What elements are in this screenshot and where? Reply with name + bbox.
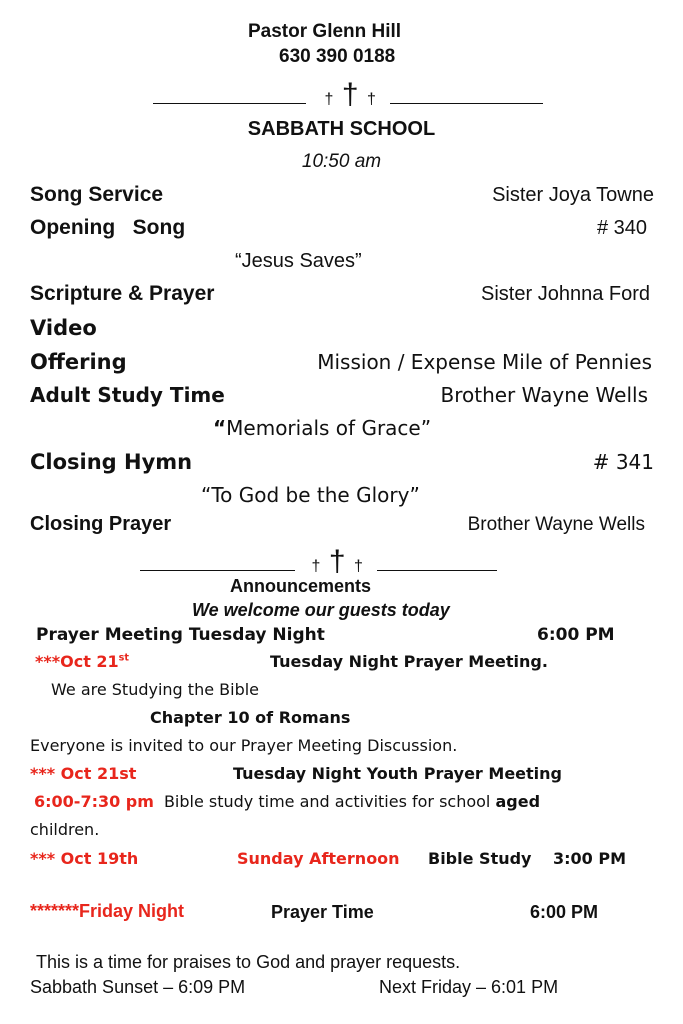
program-number-opening-song: # 340 [596,217,647,239]
program-label-study: Adult Study Time [30,383,225,407]
study-title-text: Memorials of Grace” [226,416,432,440]
youth-desc-2: children. [30,820,100,839]
section-title: SABBATH SCHOOL [247,118,436,140]
program-leader-closing-prayer: Brother Wayne Wells [467,514,645,535]
divider-line [140,570,295,571]
announcements-welcome: We welcome our guests today [192,600,450,620]
program-leader-study: Brother Wayne Wells [440,383,648,407]
cross-icon: † [311,558,321,575]
announcement-day-3: Sunday Afternoon [237,849,400,868]
prayer-meeting-time: 6:00 PM [537,625,615,645]
studying-text: We are Studying the Bible [51,680,260,699]
announcement-date-3: *** Oct 19th [30,849,139,868]
divider-line [377,570,497,571]
announcement-date-4: *******Friday Night [30,901,185,921]
cross-divider-bottom [140,545,497,579]
announcement-title-2: Tuesday Night Youth Prayer Meeting [233,764,562,783]
announcement-date-1 [35,652,129,671]
program-offering-detail: Mission / Expense Mile of Pennies [317,350,652,374]
program-hymn-title: “To God be the Glory” [201,483,420,507]
cross-divider-top [153,78,543,112]
announcement-date-2: *** Oct 21st [30,764,137,783]
youth-desc: Bible study time and activities for school [163,792,496,811]
announcement-title-1: Tuesday Night Prayer Meeting. [270,652,548,671]
program-leader-scripture: Sister Johnna Ford [481,283,650,305]
program-label-offering: Offering [30,350,127,374]
announcement-title-4: Prayer Time [271,902,374,922]
program-leader-song-service: Sister Joya Towne [492,184,654,206]
program-label-closing-prayer: Closing Prayer [30,513,172,535]
program-label-opening-song: Opening Song [30,216,186,239]
program-study-title [213,416,431,440]
announcement-title-3: Bible Study [428,849,532,868]
chapter-text: Chapter 10 of Romans [150,708,351,727]
date-suffix: st [118,652,129,664]
cross-icon: † [328,545,346,578]
cross-icon: † [324,91,334,108]
program-label-video: Video [30,316,97,340]
announcement-time-3: 3:00 PM [553,849,627,868]
invite-text: Everyone is invited to our Prayer Meeting Discussion. [30,736,458,755]
pastor-phone: 630 390 0188 [279,46,396,67]
announcement-time-4: 6:00 PM [530,902,599,922]
cross-icon: † [341,78,359,111]
program-label-song-service: Song Service [30,183,164,206]
program-song-title: “Jesus Saves” [235,250,362,272]
program-label-scripture: Scripture & Prayer [30,282,215,305]
section-time: 10:50 am [301,151,382,172]
next-friday-sunset: Next Friday – 6:01 PM [379,977,559,997]
cross-icon: † [353,558,363,575]
youth-line [34,792,540,811]
praise-text: This is a time for praises to God and prayer requests. [36,952,461,972]
divider-line [390,103,543,104]
divider-line [153,103,306,104]
announcement-date-1-text: ***Oct 21 [35,652,119,671]
announcements-title: Announcements [230,576,372,596]
youth-time: 6:00-7:30 pm [34,792,154,811]
sabbath-sunset: Sabbath Sunset – 6:09 PM [30,977,246,997]
program-label-closing-hymn: Closing Hymn [30,450,193,474]
pastor-name: Pastor Glenn Hill [248,21,402,42]
open-quote: “ [213,416,227,440]
youth-desc-bold: aged [495,792,541,811]
program-number-closing-hymn: # 341 [592,450,654,474]
cross-icon: † [366,91,376,108]
prayer-meeting-label: Prayer Meeting Tuesday Night [36,625,325,645]
